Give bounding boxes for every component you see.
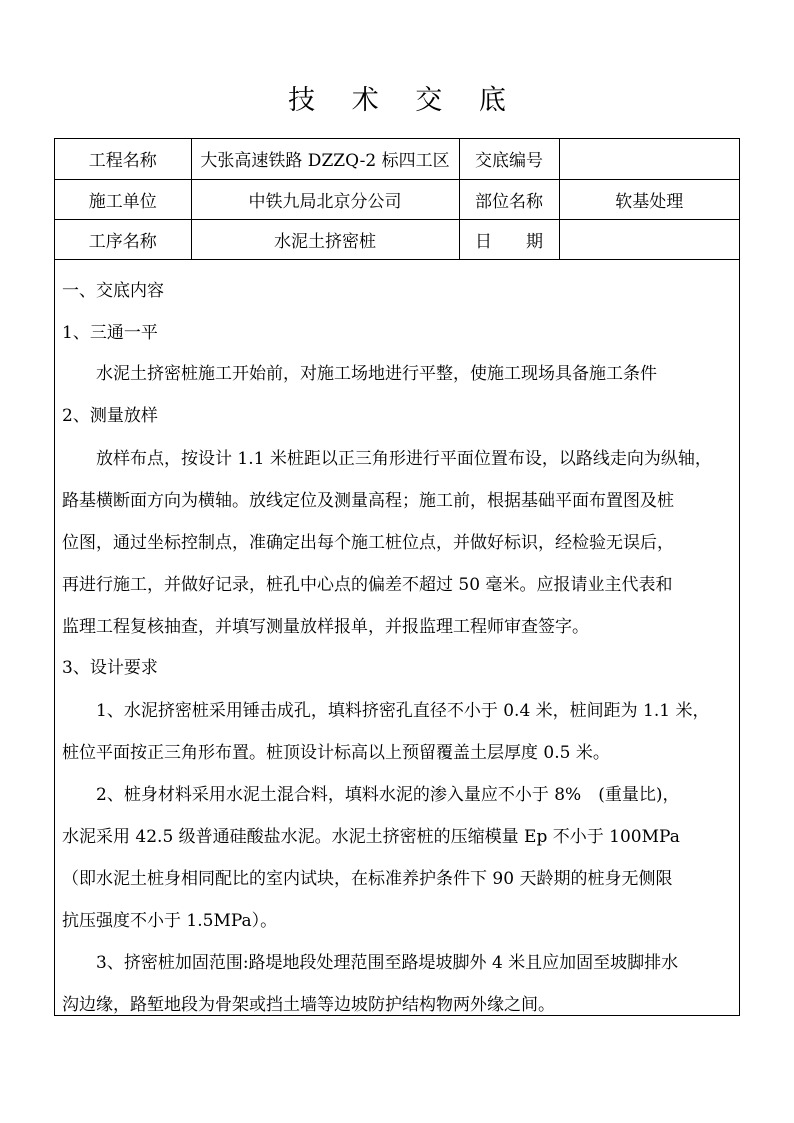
header-row-unit <box>55 179 739 219</box>
label-construction-unit: 施工单位 <box>55 179 191 219</box>
label-date: 日 期 <box>459 219 559 259</box>
value-construction-unit: 中铁九局北京分公司 <box>191 179 459 219</box>
content-line: 水泥采用 42.5 级普通硅酸盐水泥。水泥土挤密桩的压缩模量 Ep 不小于 100MPa <box>62 827 680 847</box>
content-line: 位图，通过坐标控制点，准确定出每个施工桩位点，并做好标识，经检验无误后， <box>62 533 674 553</box>
content-line: 一、交底内容 <box>62 281 164 301</box>
content-line: 3、设计要求 <box>62 658 158 678</box>
content-line: 再进行施工，并做好记录，桩孔中心点的偏差不超过 50 毫米。应报请业主代表和 <box>62 575 673 595</box>
label-disclosure-number: 交底编号 <box>459 139 559 179</box>
content-line: 放样布点，按设计 1.1 米桩距以正三角形进行平面位置布设，以路线走向为纵轴， <box>62 449 712 469</box>
disclosure-form <box>54 138 740 1016</box>
value-date <box>559 219 739 259</box>
content-line: （即水泥土桩身相同配比的室内试块，在标准养护条件下 90 天龄期的桩身无侧限 <box>62 869 673 889</box>
content-line: 3、挤密桩加固范围:路堤地段处理范围至路堤坡脚外 4 米且应加固至坡脚排水 <box>62 953 679 973</box>
header-row-process <box>55 219 739 259</box>
label-part-name: 部位名称 <box>459 179 559 219</box>
value-part-name: 软基处理 <box>559 179 739 219</box>
content-line: 抗压强度不小于 1.5MPa）。 <box>62 911 278 931</box>
content-line: 桩位平面按正三角形布置。桩顶设计标高以上预留覆盖土层厚度 0.5 米。 <box>62 743 610 763</box>
value-process-name: 水泥土挤密桩 <box>191 219 459 259</box>
document-title: 技 术 交 底 <box>288 85 520 116</box>
content-line: 监理工程复核抽查，并填写测量放样报单，并报监理工程师审查签字。 <box>62 617 589 637</box>
content-line: 1、三通一平 <box>62 323 158 343</box>
value-disclosure-number <box>559 139 739 179</box>
content-line: 2、测量放样 <box>62 406 158 426</box>
content-line: 1、水泥挤密桩采用锤击成孔，填料挤密孔直径不小于 0.4 米，桩间距为 1.1 米， <box>62 701 710 721</box>
value-project-name: 大张高速铁路 DZZQ-2 标四工区 <box>191 139 459 179</box>
content-line: 2、桩身材料采用水泥土混合料，填料水泥的渗入量应不小于 8% (重量比)， <box>62 785 680 805</box>
header-row-project <box>55 139 739 179</box>
label-process-name: 工序名称 <box>55 219 191 259</box>
header-table <box>55 139 739 260</box>
content-line: 沟边缘，路堑地段为骨架或挡土墙等边坡防护结构物两外缘之间。 <box>62 995 555 1015</box>
label-project-name: 工程名称 <box>55 139 191 179</box>
content-line: 水泥土挤密桩施工开始前，对施工场地进行平整，使施工现场具备施工条件 <box>62 364 657 384</box>
content-line: 路基横断面方向为横轴。放线定位及测量高程；施工前，根据基础平面布置图及桩 <box>62 491 674 511</box>
